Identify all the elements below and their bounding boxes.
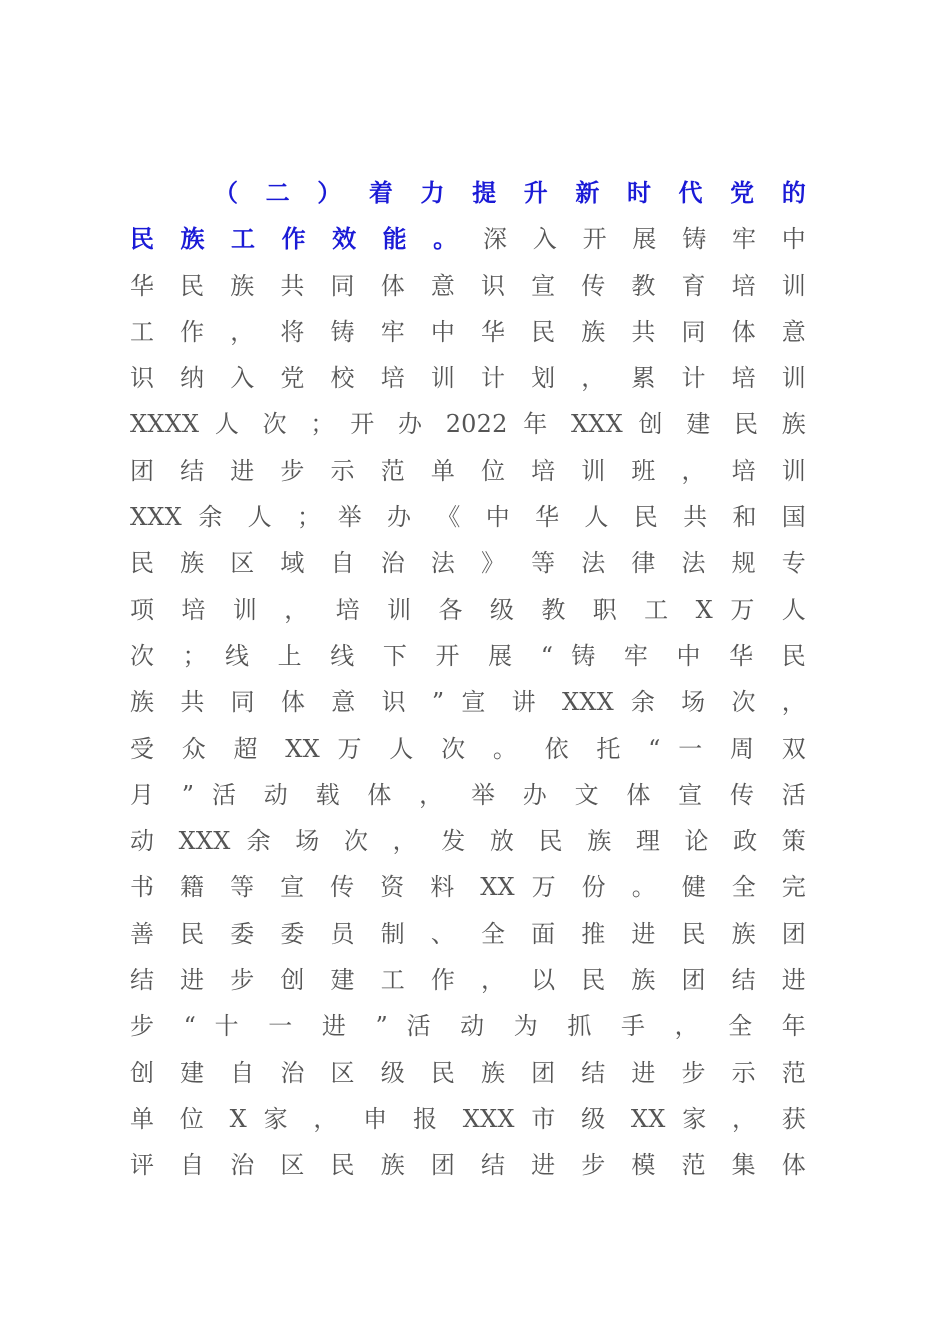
- paragraph-line: [130, 818, 806, 864]
- paragraph-line: [130, 216, 806, 262]
- paragraph-line: [130, 1003, 806, 1049]
- paragraph-line: [130, 448, 806, 494]
- paragraph-line: [130, 263, 806, 309]
- paragraph-line: [130, 957, 806, 1003]
- body-text: 工 作 ， 将 铸 牢 中 华 民 族 共 同 体 意: [130, 317, 806, 346]
- body-text: 动 XXX 余 场 次 ， 发 放 民 族 理 论 政 策: [130, 827, 806, 856]
- body-text: 民 族 区 域 自 治 法 》 等 法 律 法 规 专: [130, 549, 806, 578]
- body-text: XXXX 人 次 ； 开 办 2022 年 XXX 创 建 民 族: [130, 410, 806, 439]
- body-text: 善 民 委 委 员 制 、 全 面 推 进 民 族 团: [130, 919, 806, 948]
- body-text: 项 培 训 ， 培 训 各 级 教 职 工 X 万 人: [130, 595, 806, 624]
- paragraph-line: [130, 355, 806, 401]
- body-paragraph: [130, 170, 806, 1189]
- paragraph-line: [130, 1096, 806, 1142]
- body-text: 华 民 族 共 同 体 意 识 宣 传 教 育 培 训: [130, 271, 806, 300]
- paragraph-line: [130, 170, 806, 216]
- body-text: 次 ； 线 上 线 下 开 展 “ 铸 牢 中 华 民: [130, 641, 806, 670]
- paragraph-line: [130, 1142, 806, 1188]
- paragraph-line: [130, 679, 806, 725]
- body-text: 结 进 步 创 建 工 作 ， 以 民 族 团 结 进: [130, 966, 806, 995]
- body-text: 书 籍 等 宣 传 资 料 XX 万 份 。 健 全 完: [130, 873, 806, 902]
- body-text: XXX 余 人 ； 举 办 《 中 华 人 民 共 和 国: [130, 503, 806, 532]
- paragraph-line: [130, 401, 806, 447]
- body-text: 团 结 进 步 示 范 单 位 培 训 班 ， 培 训: [130, 456, 806, 485]
- paragraph-line: [130, 633, 806, 679]
- body-text: 步 “ 十 一 进 ” 活 动 为 抓 手 ， 全 年: [130, 1012, 806, 1041]
- body-text: 识 纳 入 党 校 培 训 计 划 ， 累 计 培 训: [130, 364, 806, 393]
- paragraph-line: [130, 1050, 806, 1096]
- paragraph-line: [130, 540, 806, 586]
- paragraph-line: [130, 587, 806, 633]
- paragraph-line: [130, 772, 806, 818]
- paragraph-line: [130, 911, 806, 957]
- body-text: 族 共 同 体 意 识 ” 宣 讲 XXX 余 场 次 ，: [130, 688, 806, 717]
- body-text: 评 自 治 区 民 族 团 结 进 步 模 范 集 体: [130, 1151, 806, 1180]
- body-text: 单 位 X 家 ， 申 报 XXX 市 级 XX 家 ， 获: [130, 1104, 806, 1133]
- body-text: 月 ” 活 动 载 体 ， 举 办 文 体 宣 传 活: [130, 780, 806, 809]
- body-text: 深 入 开 展 铸 牢 中: [466, 225, 806, 254]
- body-text: 创 建 自 治 区 级 民 族 团 结 进 步 示 范: [130, 1058, 806, 1087]
- section-heading: （ 二 ） 着 力 提 升 新 时 代 党 的: [214, 178, 806, 207]
- paragraph-line: [130, 494, 806, 540]
- paragraph-line: [130, 309, 806, 355]
- paragraph-line: [130, 726, 806, 772]
- body-text: 受 众 超 XX 万 人 次 。 依 托 “ 一 周 双: [130, 734, 806, 763]
- paragraph-line: [130, 864, 806, 910]
- section-heading-continued: 民 族 工 作 效 能 。: [130, 224, 467, 254]
